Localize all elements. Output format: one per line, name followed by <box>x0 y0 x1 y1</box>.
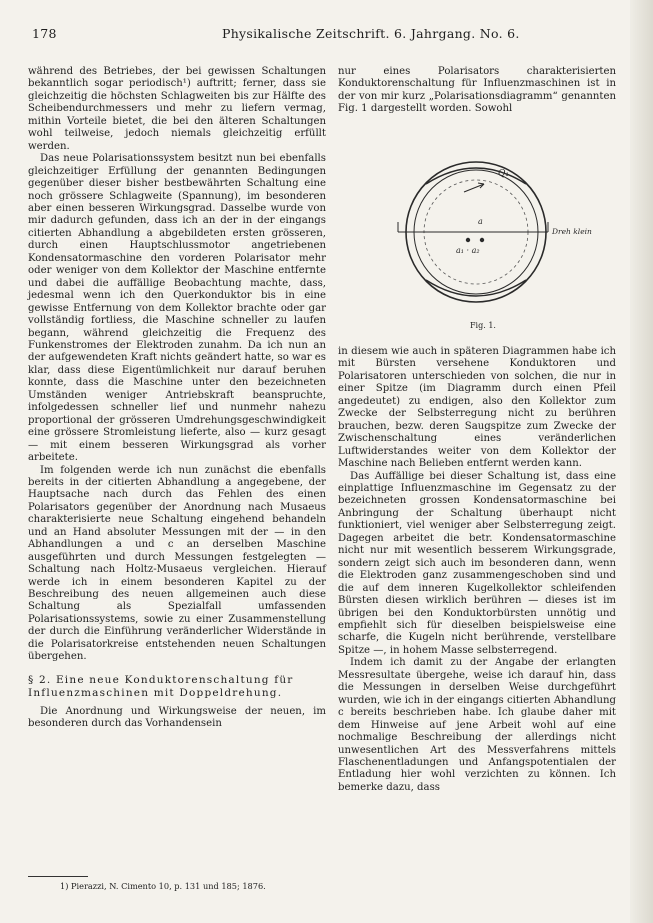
section-heading: § 2. Eine neue Konduktorenschaltung für Influenzmaschinen mit Doppeldrehung. <box>28 673 294 699</box>
left-paragraph-4: Die Anordnung und Wirkungsweise der neuen, im besonderen durch das Vorhandensein <box>28 705 326 730</box>
scan-edge-shadow <box>630 0 653 923</box>
electrode-a2 <box>480 238 484 242</box>
left-column <box>28 66 326 731</box>
right-column-top <box>338 66 616 116</box>
page-header <box>32 26 612 46</box>
right-paragraph-1: in diesem wie auch in späteren Diagrammen habe ich mit Bürsten versehene Konduktoren und Polarisatoren unterschieden von solchen, die nur in einer Spitze (im Diagramm durch einen Pfeil angedeutet) zu endigen, also den Kollektor zum Zwecke der Selbsterregung nicht zu berühren brauchen, bezw. deren Saugspitze zum Zwecke der Zwischenschaltung eines veränderlichen Luftwiderstandes weiter von dem Kollektor der Maschine nach Belieben entfernt werden kann. <box>338 346 616 470</box>
left-paragraph-2: Das neue Polarisationssystem besitzt nun bei ebenfalls gleichzeitiger Erfüllung der genannten Bedingungen gegenüber dieser bisher bestbewährten Schaltung eine noch grössere Schlagweite (Spannung), im besonderen aber einen besseren Wirkungsgrad. Dasselbe wurde von mir dadurch gefunden, dass ich an der in der eingangs citierten Abhandlung a abgebildeten ersten grösseren, durch einen Hauptschlussmotor angetriebenen Kondensatormaschine den vorderen Polarisator mehr oder weniger von dem Kollektor der Maschine entfernte und dabei die auffällige Beobachtung machte, dass, jedesmal wenn ich den Querkonduktor bis in eine gewisse Entfernung von dem Kollektor brachte oder gar vollständig fortliess, die Maschine schneller zu laufen begann, während gleichzeitig die Frequenz des Funkenstromes der Elektroden zunahm. Da ich nun an der aufgewendeten Kraft nichts geändert hatte, so war es klar, dass diese Eigentümlichkeit nur darauf beruhen konnte, dass die Maschine unter den bezeichneten Umständen weniger Antriebskraft beanspruchte, infolgedessen schneller lief und nunmehr nahezu proportional der grösseren Umdrehungsgeschwindigkeit eine grössere Stromleistung lieferte, also — kurz gesagt — mit einem besseren Wirkungsgrad als vorher arbeitete. <box>28 153 326 464</box>
footnote-divider <box>28 876 88 877</box>
polarisator-arrow <box>464 184 484 192</box>
label-q1: Q₁ <box>498 169 509 179</box>
label-a: a <box>478 217 483 226</box>
left-paragraph-3: Im folgenden werde ich nun zunächst die ebenfalls bereits in der citierten Abhandlung a angegebene, der Hauptsache nach durch das Fehlen des einen Polarisators gegenüber der Anordnung nach Musaeus charakterisierte neue Schaltung eingehend behandeln und an Hand absoluter Messungen mit der — in den Abhandlungen a und c an derselben Maschine ausgeführten und durch Messungen festgelegten — Schaltung nach Holtz-Musaeus vergleichen. Hierauf werde ich in einem besonderen Kapitel zu der Beschreibung des neuen allgemeinen auch diese Schaltung als Spezialfall umfassenden Polarisationssystems, sowie zu einer Zusammenstellung der durch die Einführung veränderlicher Widerstände in die Polarisatorkreise entstehenden neuen Schaltungen übergehen. <box>28 464 326 663</box>
right-paragraph-2: Das Auffällige bei dieser Schaltung ist, dass eine einplattige Influenzmaschine im Gegensatz zu der bezeichneten grossen Kondensatormaschine bei Anbringung der Schaltung überhaupt nicht funktioniert, viel weniger aber Selbsterregung zeigt. Dagegen arbeitet die betr. Kondensatormaschine nicht nur mit wesentlich besserem Wirkungsgrade, sondern zeigt sich auch im besonderen dann, wenn die Elektroden ganz zusammengeschoben sind und die auf dem inneren Kugelkollektor schleifenden Bürsten diesen wirklich berühren — dieses ist im übrigen bei den Konduktorbürsten unnötig und empfiehlt sich für dieselben beispielsweise eine scharfe, die Kugeln nicht berührende, verstellbare Spitze —, in hohem Masse selbsterregend. <box>338 470 616 656</box>
right-paragraph-0: nur eines Polarisators charakterisierten Konduktorenschaltung für Influenzmaschinen ist in der von mir kurz „Polarisationsdiagramm“ genannten Fig. 1 dargestellt worden. Sowohl <box>338 66 616 115</box>
electrode-a1 <box>466 238 470 242</box>
page-number: 178 <box>32 26 57 41</box>
running-title: Physikalische Zeitschrift. 6. Jahrgang. No. 6. <box>222 26 520 41</box>
right-paragraph-3: Indem ich damit zu der Angabe der erlangten Messresultate übergehe, weise ich darauf hin, dass die Messungen in derselben Weise durchgeführt wurden, wie ich in der eingangs citierten Abhandlung c bereits beschrieben habe. Ich glaube daher mit dem Hinweise auf jene Arbeit wohl auf eine nochmalige Beschreibung der allerdings nicht unwesentlichen Art des Messverfahrens mittels Flaschenentladungen und Anfangspotentialen der Entladung hier wohl verzichten zu können. Ich bemerke dazu, dass <box>338 657 616 793</box>
label-note: Dreh klein <box>552 227 592 236</box>
footnote: 1) Pierazzi, N. Cimento 10, p. 131 und 185; 1876. <box>60 881 266 891</box>
label-a1-a2: a₁ · a₂ <box>456 246 480 255</box>
right-column-body <box>338 346 616 794</box>
figure-caption: Fig. 1. <box>470 321 496 330</box>
left-paragraph-1: während des Betriebes, der bei gewissen Schaltungen bekanntlich sogar periodisch¹) auftritt; ferner, dass sie gleichzeitig die höchsten Schlagweiten bis zur Hälfte des Scheibendurchmessers und mehr zu liefern vermag, mithin Vorteile bietet, die bei den älteren Schaltungen wohl teilweise, jedoch niemals gleichzeitig erfüllt werden. <box>28 66 326 152</box>
